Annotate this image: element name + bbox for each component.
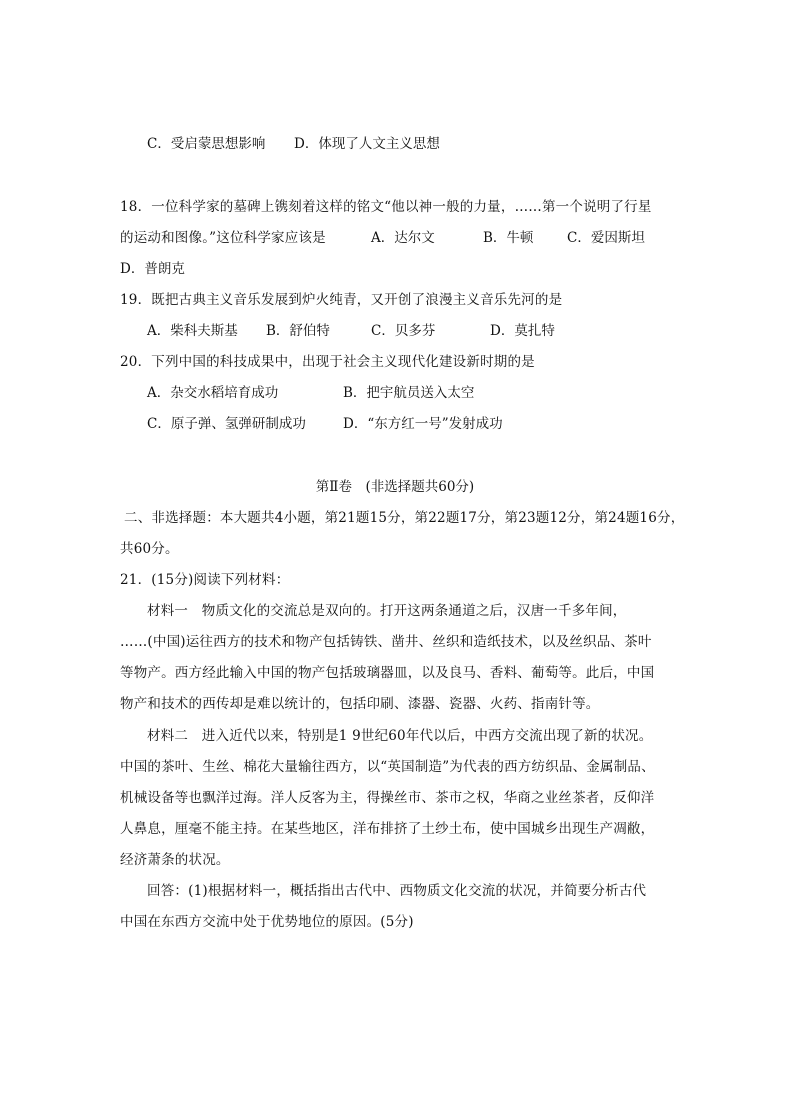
q19-option-d: D．莫扎特 bbox=[490, 323, 555, 339]
q18-stem-line2: 的运动和图像。”这位科学家应该是 bbox=[120, 230, 326, 246]
q21-material1-line1: 材料一 物质文化的交流总是双向的。打开这两条通道之后，汉唐一千多年间， bbox=[147, 603, 627, 619]
q17-option-d: D．体现了人文主义思想 bbox=[294, 136, 440, 152]
q20-option-b: B．把宇航员送入太空 bbox=[343, 385, 475, 401]
part2-intro-line2: 共60分。 bbox=[120, 541, 179, 557]
q20-option-d: D．“东方红一号”发射成功 bbox=[343, 416, 503, 432]
q21-material2-line3: 机械设备等也飘洋过海。洋人反客为主，得操丝市、茶市之权，华商之业丝茶者，反仰洋 bbox=[120, 790, 655, 806]
q21-material1-line4: 物产和技术的西传却是难以统计的，包括印刷、漆器、瓷器、火药、指南针等。 bbox=[120, 696, 600, 712]
q20-option-c: C．原子弹、氢弹研制成功 bbox=[147, 416, 306, 432]
part2-intro-line1: 二、非选择题：本大题共4小题，第21题15分，第22题17分，第23题12分，第24题16分， bbox=[124, 510, 685, 526]
q21-stem: 21．(15分)阅读下列材料： bbox=[120, 572, 290, 588]
q17-option-c: C．受启蒙思想影响 bbox=[147, 136, 266, 152]
q21-material2-line4: 人鼻息，厘毫不能主持。在某些地区，洋布排挤了土纱土布，使中国城乡出现生产凋敝， bbox=[120, 821, 655, 837]
q18-option-b: B．牛顿 bbox=[483, 230, 534, 246]
q19-option-a: A．柴科夫斯基 bbox=[147, 323, 238, 339]
q21-material1-line2: ……(中国)运往西方的技术和物产包括铸铁、凿井、丝织和造纸技术，以及丝织品、茶叶 bbox=[120, 634, 652, 650]
q21-material2-line5: 经济萧条的状况。 bbox=[120, 852, 230, 868]
q18-option-a: A．达尔文 bbox=[371, 230, 435, 246]
q18-option-c: C．爱因斯坦 bbox=[567, 230, 645, 246]
q21-material1-line3: 等物产。西方经此输入中国的物产包括玻璃器皿，以及良马、香料、葡萄等。此后，中国 bbox=[120, 665, 655, 681]
q20-stem: 20．下列中国的科技成果中，出现于社会主义现代化建设新时期的是 bbox=[120, 354, 535, 370]
q21-answer-line1: 回答：(1)根据材料一，概括指出古代中、西物质文化交流的状况，并简要分析古代 bbox=[147, 883, 647, 899]
q18-stem-line1: 18．一位科学家的墓碑上镌刻着这样的铭文“他以神一般的力量，……第一个说明了行星 bbox=[120, 199, 652, 215]
q18-option-d: D．普朗克 bbox=[120, 261, 185, 277]
q21-answer-line2: 中国在东西方交流中处于优势地位的原因。(5分) bbox=[120, 914, 414, 930]
q21-material2-line2: 中国的茶叶、生丝、棉花大量输往西方，以“英国制造”为代表的西方纺织品、金属制品、 bbox=[120, 759, 655, 775]
q19-stem: 19．既把古典主义音乐发展到炉火纯青，又开创了浪漫主义音乐先河的是 bbox=[120, 292, 563, 308]
q19-option-c: C．贝多芬 bbox=[371, 323, 436, 339]
q21-material2-line1: 材料二 进入近代以来，特别是1 9世纪60年代以后，中西方交流出现了新的状况。 bbox=[147, 728, 653, 744]
part2-title: 第Ⅱ卷 (非选择题共60分) bbox=[315, 479, 475, 495]
q19-option-b: B．舒伯特 bbox=[266, 323, 330, 339]
q20-option-a: A．杂交水稻培育成功 bbox=[147, 385, 279, 401]
